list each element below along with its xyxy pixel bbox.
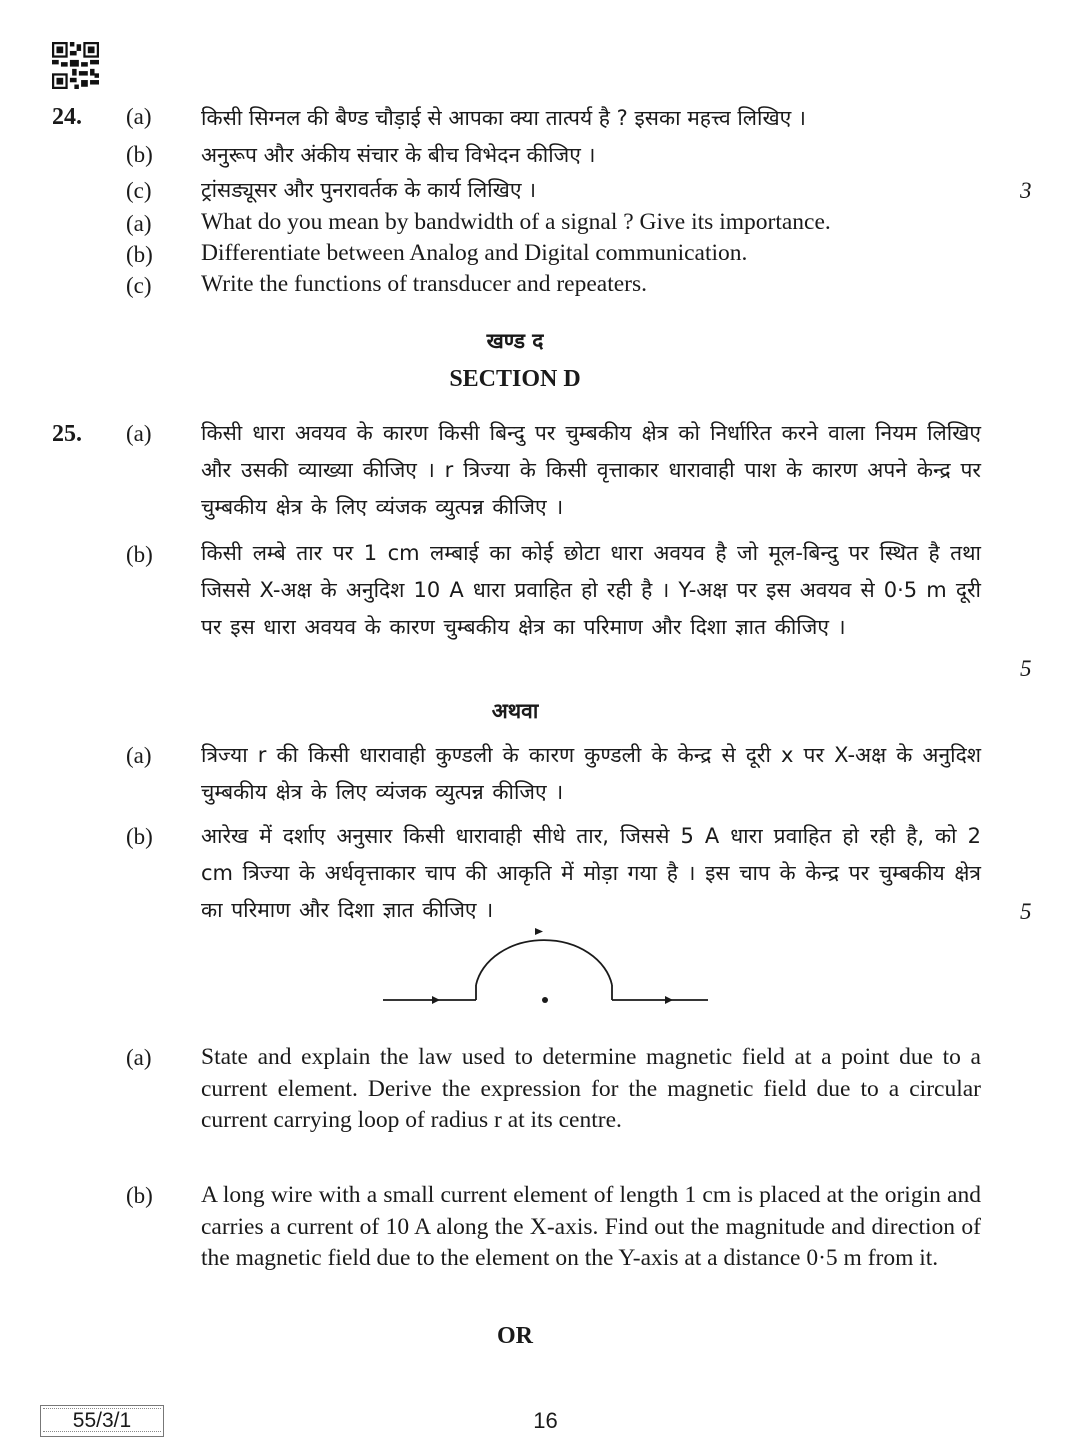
marks: 5	[1020, 899, 1032, 924]
item-label: (b)	[126, 824, 153, 849]
qr-code	[52, 42, 99, 89]
or-heading: OR	[497, 1323, 533, 1349]
question-number: 24.	[52, 104, 82, 130]
question-text: Differentiate between Analog and Digital communication.	[201, 240, 748, 266]
item-label: (b)	[126, 1183, 153, 1208]
item-label: (c)	[126, 273, 152, 298]
item-label: (a)	[126, 743, 152, 768]
question-text: आरेख में दर्शाए अनुसार किसी धारावाही सीधे तार, जिससे 5 A धारा प्रवाहित हो रही है, को 2 cm त्रिज्या के अर्धवृत्ताकार चाप की आकृति में मोड़ा गया है । इस चाप के केन्द्र पर चुम्बकीय क्षेत्र का परिमाण और दिशा ज्ञात कीजिए ।	[201, 824, 981, 922]
question-text: What do you mean by bandwidth of a signal ? Give its importance.	[201, 209, 831, 235]
item-label: (b)	[126, 142, 153, 167]
section-heading-hindi: खण्ड द	[486, 329, 544, 353]
marks: 3	[1020, 178, 1032, 203]
marks: 5	[1020, 656, 1032, 681]
section-heading: SECTION D	[449, 366, 581, 392]
wire-arc	[476, 940, 612, 985]
question-text: किसी लम्बे तार पर 1 cm लम्बाई का कोई छोटा धारा अवयव है जो मूल-बिन्दु पर स्थित है तथा जिससे X-अक्ष के अनुदिश 10 A धारा प्रवाहित हो रही है । Y-अक्ष पर इस अवयव से 0·5 m दूरी पर इस धारा अवयव के कारण चुम्बकीय क्षेत्र का परिमाण और दिशा ज्ञात कीजिए ।	[201, 541, 981, 639]
item-label: (c)	[126, 178, 152, 203]
question-text: State and explain the law used to determine magnetic field at a point due to a current element. Derive the expression for the magnetic field due to a circular current carrying loop of radius r at its centre.	[201, 1044, 981, 1133]
item-label: (a)	[126, 104, 152, 129]
item-label: (a)	[126, 211, 152, 236]
question-text: त्रिज्या r की किसी धारावाही कुण्डली के कारण कुण्डली के केन्द्र से दूरी x पर X-अक्ष के अनुदिश चुम्बकीय क्षेत्र के लिए व्यंजक व्युत्पन्न कीजिए ।	[201, 743, 981, 804]
question-text: किसी सिग्नल की बैण्ड चौड़ाई से आपका क्या तात्पर्य है ? इसका महत्त्व लिखिए ।	[201, 106, 806, 130]
item-label: (b)	[126, 542, 153, 567]
question-text: A long wire with a small current element of length 1 cm is placed at the origin and carries a current of 10 A along the X-axis. Find out the magnitude and direction of the magnetic field due to the element on the Y-axis at a distance 0·5 m from it.	[201, 1182, 981, 1271]
current-arrow	[665, 996, 673, 1004]
question-text: किसी धारा अवयव के कारण किसी बिन्दु पर चुम्बकीय क्षेत्र को निर्धारित करने वाला नियम लिखिए और उसकी व्याख्या कीजिए । r त्रिज्या के किसी वृत्ताकार धारावाही पाश के कारण अपने केन्द्र पर चुम्बकीय क्षेत्र के लिए व्यंजक व्युत्पन्न कीजिए ।	[201, 421, 981, 519]
item-label: (b)	[126, 242, 153, 267]
item-label: (a)	[126, 421, 152, 446]
question-text: Write the functions of transducer and repeaters.	[201, 271, 648, 297]
page-number: 16	[533, 1408, 558, 1433]
question-number: 25.	[52, 421, 82, 447]
question-text: अनुरूप और अंकीय संचार के बीच विभेदन कीजिए ।	[201, 143, 596, 167]
current-arrow	[432, 996, 440, 1004]
item-label: (a)	[126, 1045, 152, 1070]
current-arrow	[535, 928, 543, 935]
paper-code: 55/3/1	[72, 1409, 132, 1432]
question-text: ट्रांसड्यूसर और पुनरावर्तक के कार्य लिखिए ।	[201, 178, 537, 202]
arc-centre-point	[542, 997, 548, 1003]
or-heading-hindi: अथवा	[491, 699, 539, 723]
semicircle-wire-diagram	[370, 920, 720, 1020]
